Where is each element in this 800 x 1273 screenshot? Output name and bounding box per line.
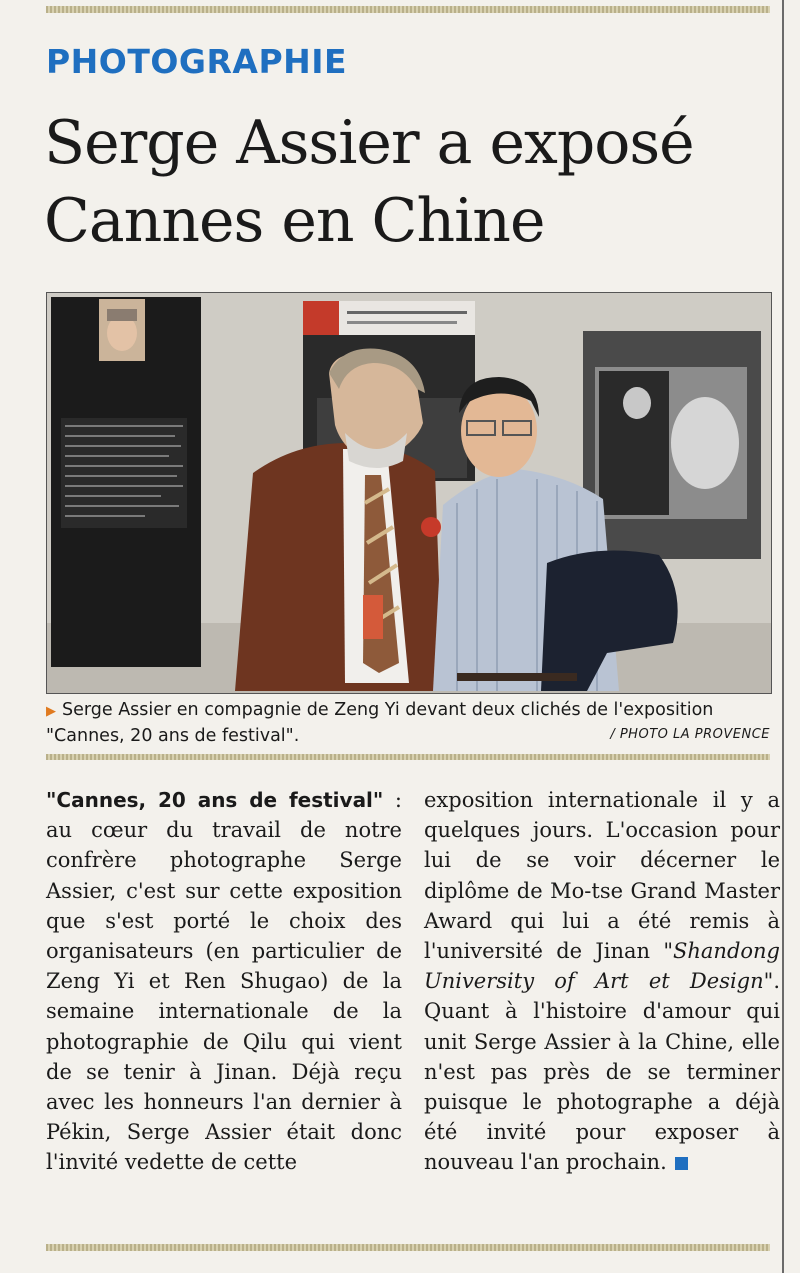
article-university-name: "Shandong University of Art et Design" (424, 939, 780, 994)
caption-arrow-icon: ▶ (46, 704, 56, 719)
photo-credit: / PHOTO LA PROVENCE (610, 727, 770, 742)
article-col1-text: : au cœur du travail de notre confrère photographe Serge Assier, c'est sur cette exposition que s'est porté le choix des organisateurs (en particulier de Zeng Yi et Ren Shugao) de la semaine internationale de la photographie de Qilu qui vient de se tenir à Jinan. Déjà reçu avec les honneurs l'an dernier à Pékin, Serge Assier était donc l'invité vedette de cette (46, 788, 402, 1175)
article-column-1 (46, 785, 402, 1178)
headline: Serge Assier a exposé Cannes en Chine (44, 108, 694, 256)
article-col2-text-a: exposition internationale il y a quelques jours. L'occasion pour lui de se voir décerner le diplôme de Mo-tse Grand Master Award qui lui a été remis à l'université de Jinan (424, 788, 780, 964)
article-photo (46, 292, 772, 694)
article-column-2 (424, 785, 780, 1178)
caption-text: Serge Assier en compagnie de Zeng Yi devant deux clichés de l'exposition "Cannes, 20 ans de festival". (46, 700, 714, 746)
end-mark-icon (675, 1157, 688, 1170)
section-rubric: PHOTOGRAPHIE (46, 42, 348, 81)
top-rule (46, 6, 770, 13)
article-lead: "Cannes, 20 ans de festival" (46, 788, 384, 812)
middle-rule (46, 754, 770, 760)
bottom-rule (46, 1244, 770, 1251)
article-col2-text-b: . Quant à l'histoire d'amour qui unit Serge Assier à la Chine, elle n'est pas près de se terminer puisque le photographe a déjà été invité pour exposer à nouveau l'an prochain. (424, 969, 780, 1175)
